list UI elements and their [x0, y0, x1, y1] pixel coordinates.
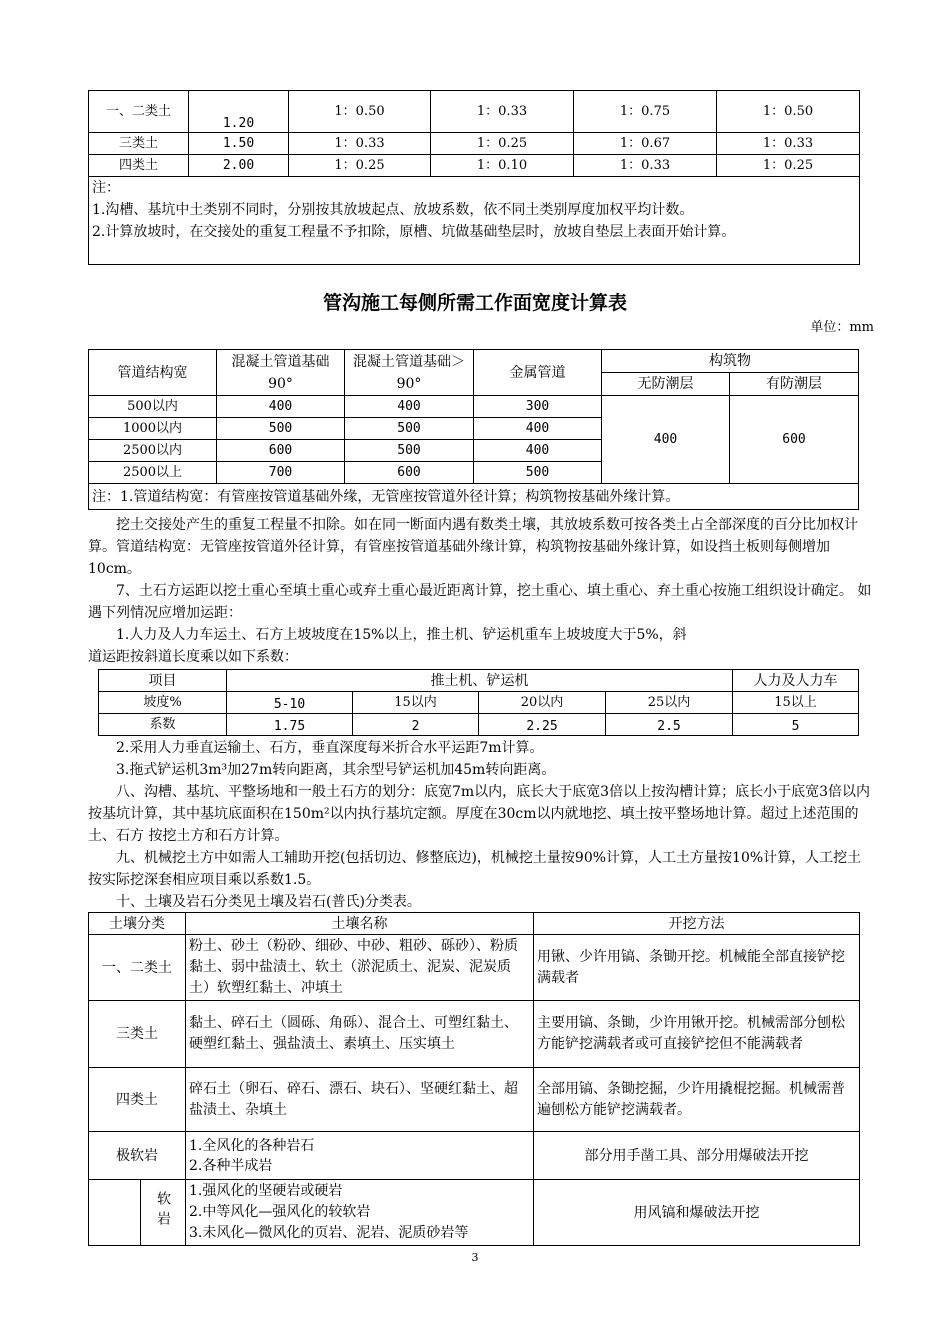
value-cell: 400	[345, 396, 474, 418]
table-row	[89, 1180, 860, 1246]
slope-notes	[89, 177, 860, 265]
table-row	[99, 692, 859, 714]
method-cell: 用风镐和爆破法开挖	[534, 1180, 860, 1246]
table-header-row	[89, 350, 859, 373]
header-pipe-width: 管道结构宽	[89, 350, 217, 396]
paragraph-line: 道运距按斜道长度乘以如下系数：	[88, 649, 298, 665]
soil-class-cell: 三类土	[89, 1001, 186, 1068]
table-row	[89, 1001, 860, 1068]
soil-classification-table	[88, 912, 860, 1246]
slope-start-depth: 2.00	[189, 155, 289, 177]
rock-name-cell	[186, 1180, 534, 1246]
pipe-width-cell: 2500以上	[89, 462, 217, 484]
table-row	[89, 1068, 860, 1132]
working-face-width-table	[88, 349, 859, 510]
pipe-width-cell: 2500以内	[89, 440, 217, 462]
soil-class-cell: 四类土	[89, 1068, 186, 1132]
paragraph: 2.采用人力垂直运输土、石方，垂直深度每米折合水平运距7m计算。	[116, 740, 544, 756]
table-row	[89, 935, 860, 1001]
slope-coef: 1：0.25	[717, 155, 860, 177]
pipe-width-cell: 500以内	[89, 396, 217, 418]
note-item: 2.计算放坡时，在交接处的重复工程量不予扣除，原槽、坑做基础垫层时，放坡自垫层上表面开始计算。	[92, 224, 736, 240]
slope-coef: 1：0.25	[289, 155, 431, 177]
value-cell: 400	[474, 418, 602, 440]
slope-coef: 1：0.67	[574, 133, 717, 155]
coef-value: 2.5	[606, 714, 733, 736]
coef-value: 2	[353, 714, 479, 736]
rock-name-line: 1.强风化的坚硬岩或硬岩	[189, 1183, 343, 1199]
coef-value: 2.25	[479, 714, 606, 736]
paragraph: 3.拖式铲运机3m³加27m转向距离，其余型号铲运机加45m转向距离。	[116, 762, 556, 778]
unit-label: 单位：mm	[810, 320, 874, 335]
rock-name-line: 2.中等风化—强风化的较软岩	[189, 1204, 371, 1220]
table-row	[89, 1132, 860, 1180]
paragraph: 挖土交接处产生的重复工程量不扣除。如在同一断面内遇有数类土壤，其放坡系数可按各类土占全部深度的百分比加权计算。管道结构宽：无管座按管道外径计算，有管座按管道基础外缘计算，构筑物按基础外缘计算，如设挡土板则每侧增加10cm。	[88, 517, 858, 577]
rock-name-line: 1.全风化的各种岩石	[189, 1137, 315, 1154]
rock-class-label: 软岩	[155, 1190, 171, 1231]
header-excavation-method: 开挖方法	[534, 913, 860, 935]
header-no-damp-layer: 无防潮层	[602, 373, 730, 396]
method-cell: 主要用镐、条锄，少许用锹开挖。机械需部分刨松方能铲挖满载者或可直接铲挖但不能满载者	[534, 1001, 860, 1068]
paragraph: 十、土壤及岩石分类见土壤及岩石(普氏)分类表。	[116, 894, 421, 910]
method-cell: 部分用手凿工具、部分用爆破法开挖	[534, 1132, 860, 1180]
coef-value: 1.75	[227, 714, 353, 736]
method-cell: 用锹、少许用镐、条锄开挖。机械能全部直接铲挖满载者	[534, 935, 860, 1001]
slope-start-depth: 1.20	[189, 91, 289, 133]
slope-range: 15以上	[733, 692, 859, 714]
header-item: 项目	[99, 670, 227, 692]
method-cell: 全部用镐、条锄挖掘，少许用撬棍挖掘。机械需普遍刨松方能铲挖满载者。	[534, 1068, 860, 1132]
haul-coefficient-table	[98, 669, 859, 736]
slope-coef: 1：0.10	[431, 155, 574, 177]
rock-name-line: 2.各种半成岩	[189, 1157, 273, 1174]
paragraph: 7、土石方运距以挖土重心至填土重心或弃土重心最近距离计算，挖土重心、填土重心、弃土重心按施工组织设计确定。 如遇下列情况应增加运距：	[88, 583, 872, 621]
soil-name-cell: 碎石土（卵石、碎石、漂石、块石）、坚硬红黏土、超盐渍土、杂填土	[186, 1068, 534, 1132]
table-header-row	[99, 670, 859, 692]
header-soil-class: 土壤分类	[89, 913, 186, 935]
slope-coef: 1：0.50	[717, 91, 860, 133]
header-concrete-90: 混凝土管道基础 90°	[217, 350, 345, 396]
slope-range: 5-10	[227, 692, 353, 714]
width-table-title: 管沟施工每侧所需工作面宽度计算表	[322, 292, 627, 314]
slope-coef: 1：0.50	[289, 91, 431, 133]
table-notes-row	[89, 177, 860, 265]
slope-coef: 1：0.33	[717, 133, 860, 155]
value-cell: 500	[345, 440, 474, 462]
paragraph	[88, 624, 872, 668]
table-notes-row	[89, 484, 859, 510]
rock-class-cell: 极软岩	[89, 1132, 186, 1180]
table-row	[89, 396, 859, 418]
table-row	[99, 714, 859, 736]
value-cell: 400	[474, 440, 602, 462]
soil-class-cell: 三类土	[89, 133, 189, 155]
soil-name-cell: 粉土、砂土（粉砂、细砂、中砂、粗砂、砾砂）、粉质黏土、弱中盐渍土、软土（淤泥质土、泥炭、泥炭质土）软塑红黏土、冲填土	[186, 935, 534, 1001]
header-bulldozer: 推土机、铲运机	[227, 670, 733, 692]
rock-class-cell	[141, 1180, 186, 1246]
table-header-row	[89, 913, 860, 935]
width-table-note: 注：1.管道结构宽：有管座按管道基础外缘，无管座按管道外径计算；构筑物按基础外缘计算。	[89, 484, 859, 510]
table-row	[89, 91, 860, 133]
table-row	[89, 133, 860, 155]
slope-range: 20以内	[479, 692, 606, 714]
rock-name-cell	[186, 1132, 534, 1180]
paragraph: 八、沟槽、基坑、平整场地和一般土石方的划分：底宽7m以内，底长大于底宽3倍以上按沟槽计算；底长小于底宽3倍以内按基坑计算，其中基坑底面积在150m²以内执行基坑定额。厚度在30cm以内就地挖、填土按平整场地计算。超过上述范围的土、石方 按挖土方和石方计算。	[88, 784, 870, 844]
soil-class-cell: 一、二类土	[89, 935, 186, 1001]
rock-name-line: 3.未风化—微风化的页岩、泥岩、泥质砂岩等	[189, 1225, 469, 1241]
paragraph: 九、机械挖土方中如需人工辅助开挖(包括切边、修整底边)，机械挖土量按90%计算，人工土方量按10%计算，人工挖土按实际挖深套相应项目乘以系数1.5。	[88, 850, 862, 888]
note-heading: 注：	[92, 180, 120, 196]
paragraph-line: 1.人力及人力车运土、石方上坡坡度在15%以上，推土机、铲运机重车上坡坡度大于5%，斜	[116, 627, 687, 643]
value-cell: 600	[345, 462, 474, 484]
slope-coefficient-table	[88, 90, 860, 265]
table-row	[89, 155, 860, 177]
soil-class-cell: 一、二类土	[89, 91, 189, 133]
row-label-slope: 坡度%	[99, 692, 227, 714]
value-cell: 300	[474, 396, 602, 418]
slope-start-depth: 1.50	[189, 133, 289, 155]
slope-coef: 1：0.25	[431, 133, 574, 155]
rock-group-cell	[89, 1180, 141, 1246]
value-cell: 500	[345, 418, 474, 440]
row-label-coef: 系数	[99, 714, 227, 736]
header-concrete-gt90: 混凝土管道基础＞90°	[345, 350, 474, 396]
value-cell: 500	[217, 418, 345, 440]
value-cell: 500	[474, 462, 602, 484]
coef-value: 5	[733, 714, 859, 736]
slope-range: 25以内	[606, 692, 733, 714]
pipe-width-cell: 1000以内	[89, 418, 217, 440]
slope-coef: 1：0.75	[574, 91, 717, 133]
value-cell: 400	[217, 396, 345, 418]
slope-coef: 1：0.33	[574, 155, 717, 177]
header-soil-name: 土壤名称	[186, 913, 534, 935]
header-metal-pipe: 金属管道	[474, 350, 602, 396]
value-cell: 600	[217, 440, 345, 462]
value-cell: 700	[217, 462, 345, 484]
note-item: 1.沟槽、基坑中土类别不同时，分别按其放坡起点、放坡系数，依不同土类别厚度加权平均计数。	[92, 202, 694, 218]
header-manual: 人力及人力车	[733, 670, 859, 692]
soil-name-cell: 黏土、碎石土（圆砾、角砾）、混合土、可塑红黏土、硬塑红黏土、强盐渍土、素填土、压实填土	[186, 1001, 534, 1068]
soil-class-cell: 四类土	[89, 155, 189, 177]
structure-damp-value: 600	[730, 396, 859, 484]
structure-no-damp-value: 400	[602, 396, 730, 484]
page-number: 3	[471, 1251, 479, 1264]
slope-coef: 1：0.33	[431, 91, 574, 133]
header-structure: 构筑物	[602, 350, 859, 373]
slope-coef: 1：0.33	[289, 133, 431, 155]
slope-range: 15以内	[353, 692, 479, 714]
header-damp-layer: 有防潮层	[730, 373, 859, 396]
